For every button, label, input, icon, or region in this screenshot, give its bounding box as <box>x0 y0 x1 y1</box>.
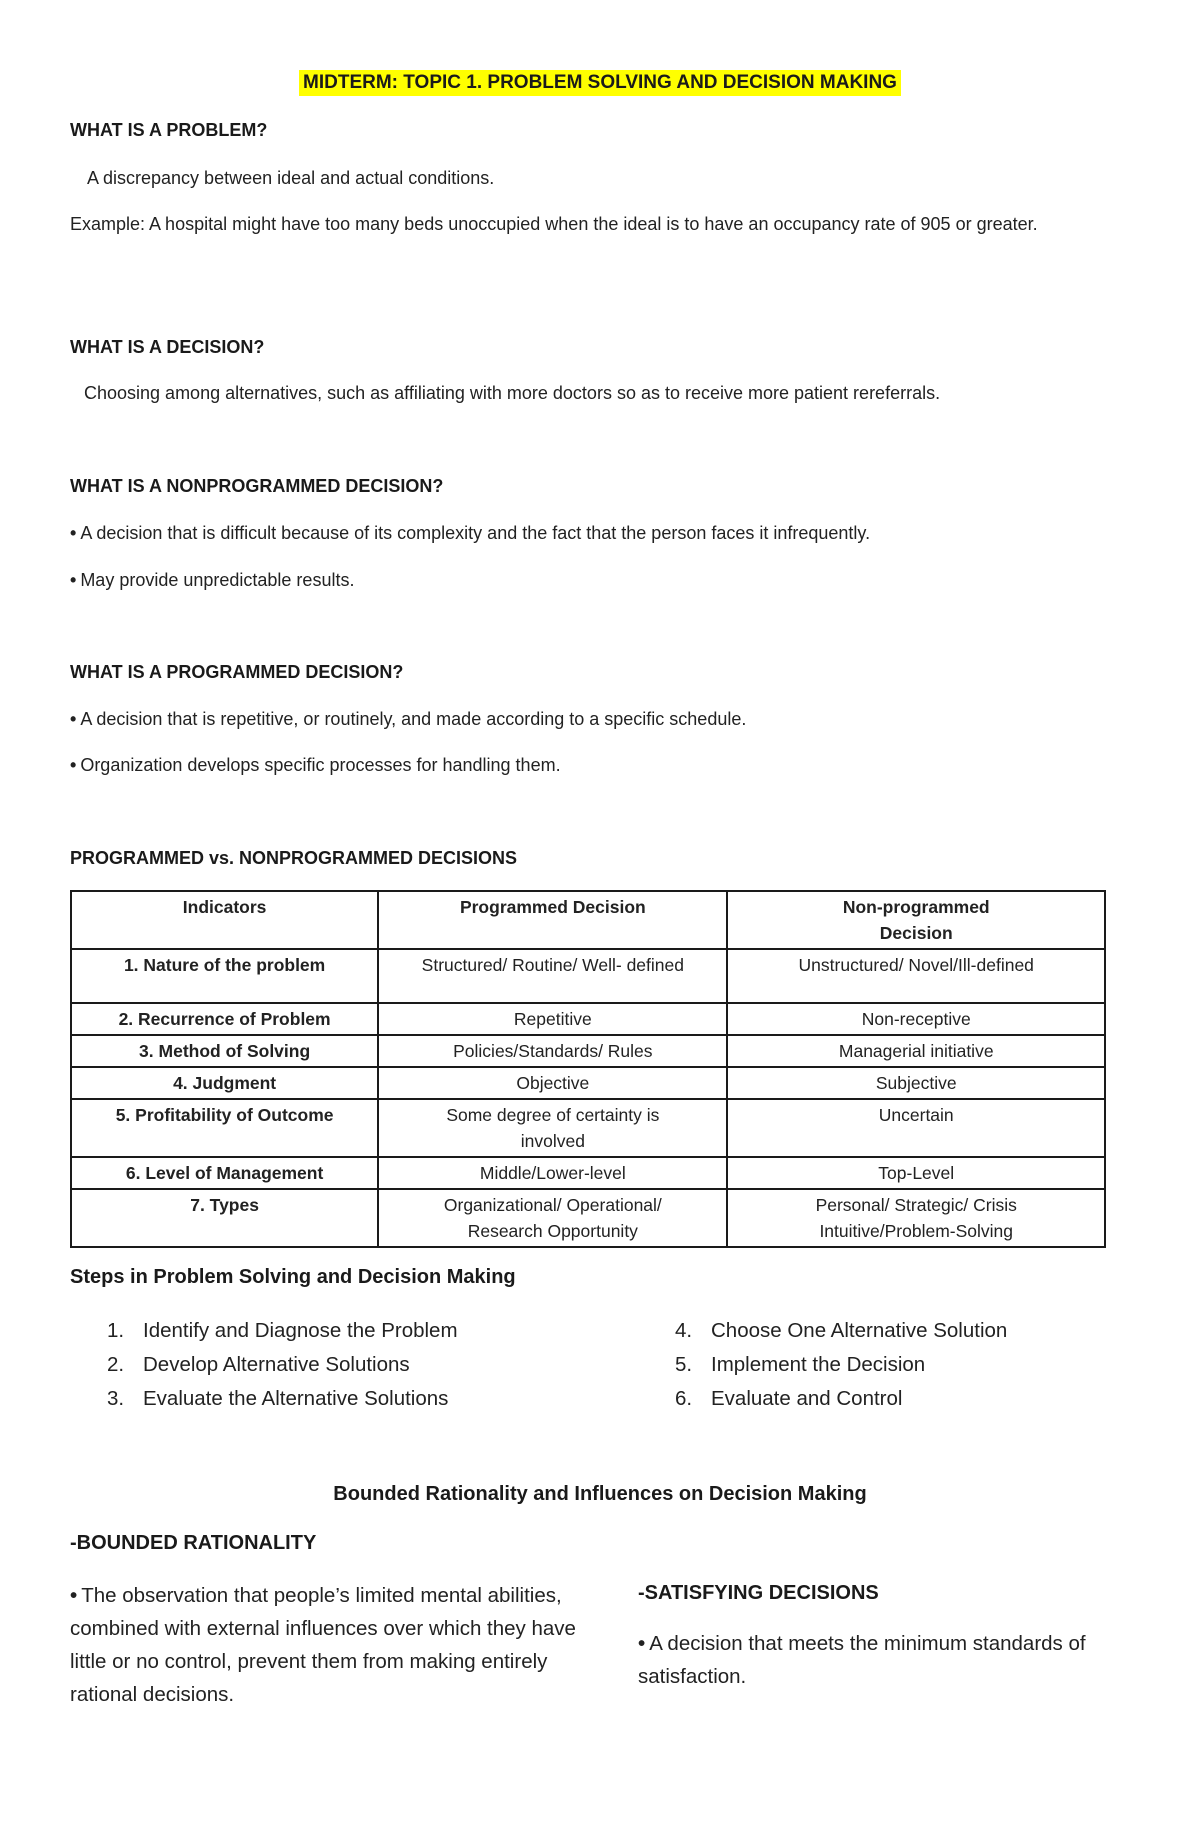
nonprogrammed-heading: WHAT IS A NONPROGRAMMED DECISION? <box>70 476 444 496</box>
programmed-bullet: • Organization develops specific processes for handling them. <box>70 750 561 780</box>
table-cell-indicator: 2. Recurrence of Problem <box>71 1003 378 1035</box>
table-cell-programmed: Policies/Standards/ Rules <box>378 1035 727 1067</box>
table-cell-indicator: 1. Nature of the problem <box>71 949 378 1003</box>
comparison-table <box>70 890 1106 1248</box>
table-cell-programmed: Some degree of certainty is involved <box>378 1099 727 1157</box>
table-cell-nonprogrammed: Subjective <box>727 1067 1105 1099</box>
table-cell-nonprogrammed: Non-receptive <box>727 1003 1105 1035</box>
bounded-rationality-text: • The observation that people’s limited mental abilities, combined with external influences over which they have little or no control, prevent them from making entirely rational decisions. <box>70 1579 580 1711</box>
table-cell-indicator: 7. Types <box>71 1189 378 1247</box>
table-row <box>71 1003 1105 1035</box>
table-row <box>71 1099 1105 1157</box>
table-cell-nonprogrammed: Unstructured/ Novel/Ill-defined <box>727 949 1105 1003</box>
table-cell-programmed: Objective <box>378 1067 727 1099</box>
list-item: 3. Evaluate the Alternative Solutions <box>107 1387 449 1410</box>
table-cell-nonprogrammed: Uncertain <box>727 1099 1105 1157</box>
table-cell-indicator: 3. Method of Solving <box>71 1035 378 1067</box>
problem-heading: WHAT IS A PROBLEM? <box>70 120 268 140</box>
table-header-row <box>71 891 1105 949</box>
nonprogrammed-bullet: • A decision that is difficult because of its complexity and the fact that the person faces it infrequently. <box>70 518 870 548</box>
table-cell-programmed: Repetitive <box>378 1003 727 1035</box>
column-header-programmed: Programmed Decision <box>378 891 727 949</box>
nonprogrammed-bullet: • May provide unpredictable results. <box>70 565 354 595</box>
programmed-heading: WHAT IS A PROGRAMMED DECISION? <box>70 662 404 682</box>
problem-example: Example: A hospital might have too many beds unoccupied when the ideal is to have an occupancy rate of 905 or greater. <box>70 214 1038 234</box>
satisfying-text: • A decision that meets the minimum standards of satisfaction. <box>638 1627 1138 1693</box>
table-row <box>71 1067 1105 1099</box>
table-row <box>71 1189 1105 1247</box>
table-row <box>71 949 1105 1003</box>
comparison-heading: PROGRAMMED vs. NONPROGRAMMED DECISIONS <box>70 848 518 868</box>
table-cell-programmed: Organizational/ Operational/ Research Opportunity <box>378 1189 727 1247</box>
table-cell-nonprogrammed: Top-Level <box>727 1157 1105 1189</box>
column-header-indicators: Indicators <box>71 891 378 949</box>
steps-list-right <box>638 1314 1138 1416</box>
bounded-section-heading: Bounded Rationality and Influences on Decision Making <box>333 1483 867 1505</box>
programmed-bullet: • A decision that is repetitive, or routinely, and made according to a specific schedule. <box>70 704 746 734</box>
list-item: 5. Implement the Decision <box>675 1353 926 1376</box>
table-cell-programmed: Middle/Lower-level <box>378 1157 727 1189</box>
list-item: 1. Identify and Diagnose the Problem <box>107 1319 458 1342</box>
satisfying-heading: -SATISFYING DECISIONS <box>638 1582 879 1604</box>
table-cell-indicator: 5. Profitability of Outcome <box>71 1099 378 1157</box>
table-cell-indicator: 4. Judgment <box>71 1067 378 1099</box>
decision-definition: Choosing among alternatives, such as affiliating with more doctors so as to receive more patient rereferrals. <box>84 383 941 403</box>
decision-heading: WHAT IS A DECISION? <box>70 337 265 357</box>
list-item: 4. Choose One Alternative Solution <box>675 1319 1008 1342</box>
document-title: MIDTERM: TOPIC 1. PROBLEM SOLVING AND DECISION MAKING <box>299 70 901 96</box>
title-row <box>0 70 1200 96</box>
steps-list-left <box>70 1314 630 1416</box>
column-header-nonprogrammed: Non-programmed Decision <box>727 891 1105 949</box>
table-row <box>71 1035 1105 1067</box>
table-row <box>71 1157 1105 1189</box>
list-item: 6. Evaluate and Control <box>675 1387 903 1410</box>
problem-definition: A discrepancy between ideal and actual conditions. <box>87 168 495 188</box>
steps-heading: Steps in Problem Solving and Decision Making <box>70 1266 516 1288</box>
list-item: 2. Develop Alternative Solutions <box>107 1353 410 1376</box>
table-cell-programmed: Structured/ Routine/ Well- defined <box>378 949 727 1003</box>
table-cell-nonprogrammed: Personal/ Strategic/ Crisis Intuitive/Problem-Solving <box>727 1189 1105 1247</box>
table-cell-indicator: 6. Level of Management <box>71 1157 378 1189</box>
table-cell-nonprogrammed: Managerial initiative <box>727 1035 1105 1067</box>
bounded-rationality-heading: -BOUNDED RATIONALITY <box>70 1532 317 1554</box>
